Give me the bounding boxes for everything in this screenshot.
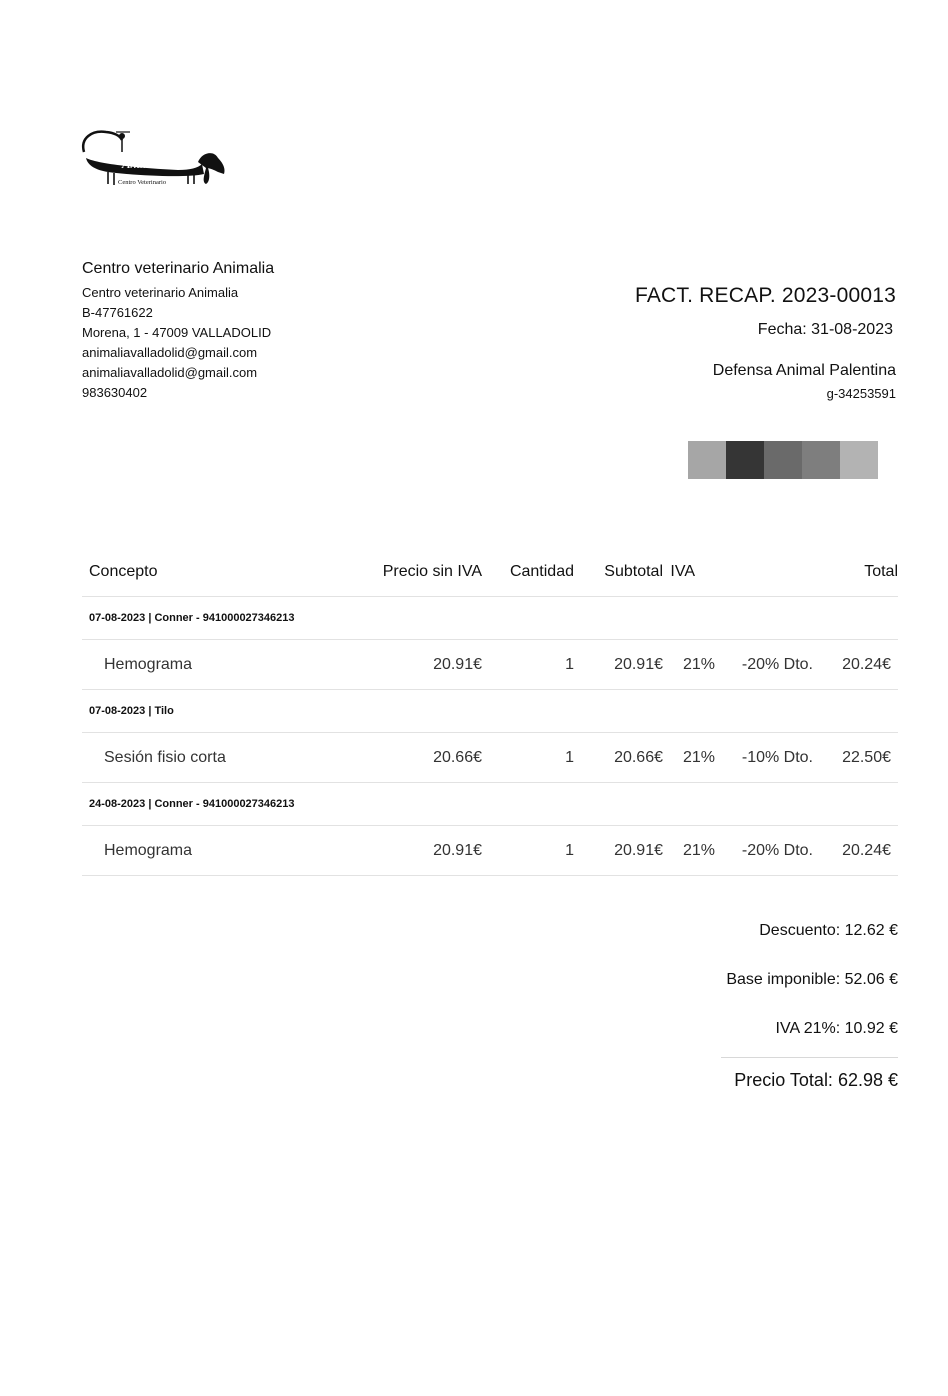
header-cantidad: Cantidad [509,563,574,580]
sender-block [82,260,274,403]
cell-cantidad: 1 [565,748,574,766]
code-block [802,441,840,479]
taxable-base: Base imponible: 52.06 € [726,971,898,988]
cell-iva: 21% [682,748,715,766]
cell-concepto: Hemograma [104,841,193,859]
sender-company: Centro veterinario Animalia [82,260,275,277]
sender-line: animaliavalladolid@gmail.com [82,345,258,360]
client-id: g-34253591 [826,386,896,401]
group-title: 07-08-2023 | Tilo [82,690,898,733]
header-precio: Precio sin IVA [382,563,482,580]
code-block [840,441,878,479]
table-row [82,733,898,783]
logo-name: Animalia [122,156,170,171]
cell-subtotal: 20.91€ [614,841,663,859]
header-iva: IVA [670,563,695,580]
discount-total: Descuento: 12.62 € [759,922,898,939]
cell-cantidad: 1 [565,841,574,859]
invoice-header [635,284,896,401]
code-block [764,441,802,479]
cell-dto: -20% Dto. [741,655,813,673]
table-header [82,548,898,597]
cell-precio: 20.91€ [433,655,482,673]
client-name: Defensa Animal Palentina [712,362,896,379]
header-concepto: Concepto [89,563,158,580]
cell-iva: 21% [682,655,715,673]
cell-concepto: Sesión fisio corta [104,748,226,766]
cell-dto: -20% Dto. [741,841,813,859]
logo-subtitle: Centro Veterinario [118,179,167,186]
table-row [82,640,898,690]
sender-line: Centro veterinario Animalia [82,285,239,300]
cell-total: 20.24€ [842,841,891,859]
sender-line: 983630402 [82,385,148,400]
vat-total: IVA 21%: 10.92 € [775,1020,898,1037]
animalia-logo [78,124,230,190]
cell-dto: -10% Dto. [741,748,813,766]
header-subtotal: Subtotal [604,563,663,580]
cell-cantidad: 1 [565,655,574,673]
cell-total: 20.24€ [842,655,891,673]
sender-line: B-47761622 [82,305,153,320]
cell-subtotal: 20.66€ [614,748,663,766]
grand-total: Precio Total: 62.98 € [721,1057,898,1091]
code-block [726,441,764,479]
code-block [688,441,726,479]
cell-concepto: Hemograma [104,655,193,673]
cell-precio: 20.91€ [433,841,482,859]
sender-line: Morena, 1 - 47009 VALLADOLID [82,325,272,340]
invoice-table [82,548,898,876]
group-title: 07-08-2023 | Conner - 941000027346213 [82,597,898,640]
invoice-number: FACT. RECAP. 2023-00013 [634,284,896,307]
cell-iva: 21% [682,841,715,859]
cell-subtotal: 20.91€ [614,655,663,673]
cell-precio: 20.66€ [433,748,482,766]
totals-block [721,920,898,1091]
pixelated-code [688,441,878,479]
table-row [82,826,898,876]
group-title: 24-08-2023 | Conner - 941000027346213 [82,783,898,826]
sender-line: animaliavalladolid@gmail.com [82,365,258,380]
cell-total: 22.50€ [842,748,891,766]
invoice-date: Fecha: 31-08-2023 [757,321,893,338]
header-total: Total [864,563,898,580]
